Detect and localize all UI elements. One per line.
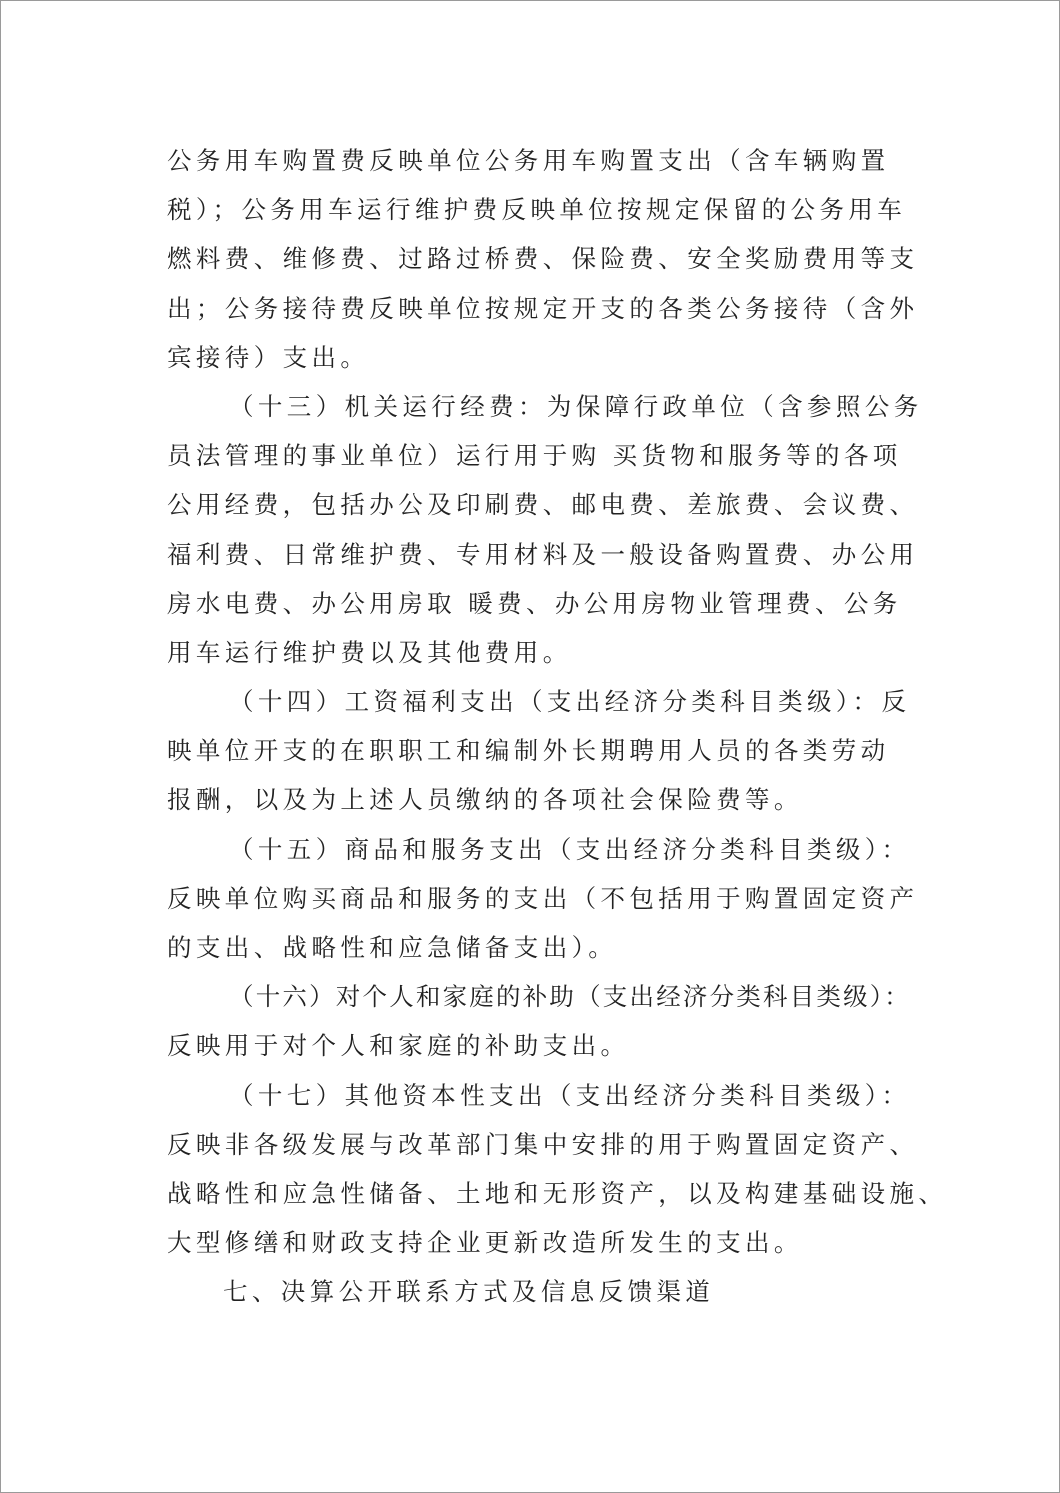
text-line: 税）；公务用车运行维护费反映单位按规定保留的公务用车 — [167, 195, 907, 225]
text-line: 员法管理的事业单位）运行用于购 买货物和服务等的各项 — [167, 441, 902, 471]
paragraph-15-start: （十五）商品和服务支出（支出经济分类科目类级）： — [229, 834, 911, 864]
text-line: 福利费、日常维护费、专用材料及一般设备购置费、办公用 — [167, 539, 919, 569]
text-line: 燃料费、维修费、过路过桥费、保险费、安全奖励费用等支 — [167, 244, 919, 274]
text-line: 用车运行维护费以及其他费用。 — [167, 637, 572, 667]
text-line: 房水电费、办公用房取 暖费、办公用房物业管理费、公务 — [167, 588, 902, 618]
text-line: 报酬，以及为上述人员缴纳的各项社会保险费等。 — [167, 785, 803, 815]
text-line: 公用经费，包括办公及印刷费、邮电费、差旅费、会议费、 — [167, 490, 919, 520]
text-line: 反映单位购买商品和服务的支出（不包括用于购置固定资产 — [167, 883, 919, 913]
text-line: 反映非各级发展与改革部门集中安排的用于购置固定资产、 — [167, 1129, 919, 1159]
text-line: 战略性和应急性储备、土地和无形资产，以及构建基础设施、 — [167, 1178, 948, 1208]
paragraph-14-start: （十四）工资福利支出（支出经济分类科目类级）：反 — [229, 687, 911, 717]
text-line: 的支出、战略性和应急储备支出）。 — [167, 933, 618, 962]
text-line: 出；公务接待费反映单位按规定开支的各类公务接待（含外 — [167, 293, 919, 323]
paragraph-16-start: （十六）对个人和家庭的补助（支出经济分类科目类级）： — [229, 982, 911, 1012]
body-text — [167, 136, 948, 1317]
paragraph-13-start: （十三）机关运行经费：为保障行政单位（含参照公务 — [229, 391, 923, 421]
paragraph-17-start: （十七）其他资本性支出（支出经济分类科目类级）： — [229, 1080, 911, 1110]
text-line: 反映用于对个人和家庭的补助支出。 — [167, 1031, 630, 1061]
text-line: 大型修缮和财政支持企业更新改造所发生的支出。 — [167, 1228, 803, 1258]
text-line: 映单位开支的在职职工和编制外长期聘用人员的各类劳动 — [167, 736, 890, 766]
section-heading-7: 七、决算公开联系方式及信息反馈渠道 — [223, 1277, 715, 1307]
text-line: 宾接待）支出。 — [167, 342, 370, 372]
text-line: 公务用车购置费反映单位公务用车购置支出（含车辆购置 — [167, 146, 890, 175]
